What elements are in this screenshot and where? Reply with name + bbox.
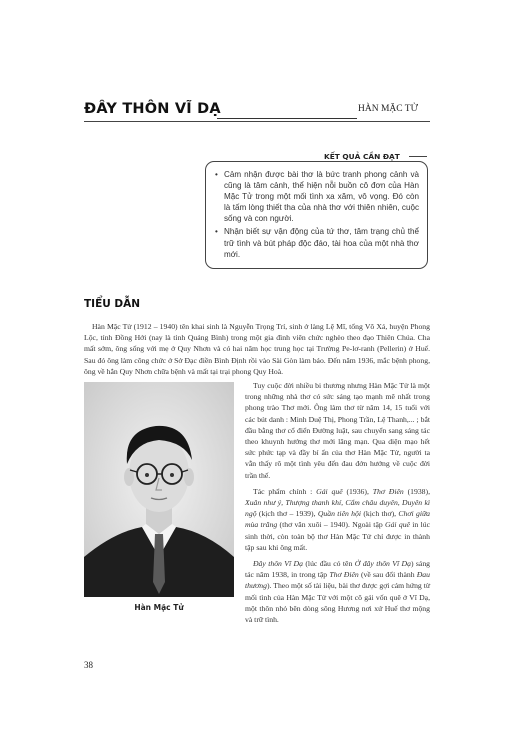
lesson-title: ĐÂY THÔN VĨ DẠ <box>84 101 221 117</box>
author-name: HÀN MẶC TỬ <box>358 104 418 114</box>
title-underline <box>217 118 357 119</box>
career-paragraph: Tuy cuộc đời nhiều bi thương nhưng Hàn Mặc Tử là một trong những nhà thơ có sức sáng tạo mạnh mẽ nhất trong phong trào Thơ mới. Ông làm thơ từ năm 14, 15 tuổi với các bút danh : Minh Duệ Thị, Phong Trần, Lệ Thanh,... ; bắt đầu bằng thơ cổ điển Đường luật, sau chuyển sang sáng tác theo khuynh hướng thơ mới lãng mạn. Qua diện mạo hết sức phức tạp và đầy bí ẩn của thơ Hàn Mặc Tử, người ta vẫn thấy rõ một tình yêu đến đau đớn hướng về cuộc đời trần thế. <box>245 381 430 480</box>
right-column <box>245 380 430 630</box>
intro-text: Hàn Mặc Tử (1912 – 1940) tên khai sinh là Nguyễn Trọng Trí, sinh ở làng Lệ Mĩ, tổng Võ Xá, huyện Phong Lộc, tỉnh Đồng Hới (nay là tỉnh Quảng Bình) trong một gia đình viên chức nghèo theo đạo Thiên Chúa. Cha mất sớm, ông sống với mẹ ở Quy Nhơn và có hai năm học trung học tại Trường Pe-lơ-ranh (Pellerin) ở Huế. Sau đó ông làm công chức ở Sở Đạc điền Bình Định rồi vào Sài Gòn làm báo. Đến năm 1936, mắc bệnh phong, ông về hẳn Quy Nhơn chữa bệnh và mất tại trại phong Quy Hoà. <box>84 322 430 376</box>
section-heading: TIỂU DẪN <box>84 298 141 310</box>
outcome-item <box>215 169 419 224</box>
outcomes-list <box>215 169 419 262</box>
page-number: 38 <box>84 660 93 670</box>
outcome-text: Cảm nhận được bài thơ là bức tranh phong cảnh và cũng là tâm cảnh, thể hiện nỗi buồn cô đơn của Hàn Mặc Tử trong một mối tình xa xăm, vô vọng. Đó còn là tấm lòng thiết tha của nhà thơ với thiên nhiên, cuộc sống và con người. <box>224 170 419 224</box>
works-paragraph: Tác phẩm chính : Gái quê (1936), Thơ Điên (1938), Xuân như ý, Thượng thanh khí, Cẩm châu duyên, Duyên kì ngộ (kịch thơ – 1939), Quần tiên hội (kịch thơ), Chơi giữa mùa trăng (thơ văn xuôi – 1940). Ngoài tập Gái quê in lúc sinh thời, còn toàn bộ thơ Hàn Mặc Tử chỉ được in thành tập sau khi ông mất. <box>245 486 431 552</box>
bullet-icon: • <box>215 227 218 237</box>
outcome-text: Nhận biết sự vận động của tứ thơ, tâm trạng chủ thể trữ tình và bút pháp độc đáo, tài hoa của một nhà thơ mới. <box>224 227 419 259</box>
bullet-icon: • <box>215 170 218 179</box>
author-portrait <box>84 382 234 597</box>
outcomes-title-dash <box>409 156 427 157</box>
poem-origin-paragraph: Đây thôn Vĩ Dạ (lúc đầu có tên Ở đây thôn Vĩ Dạ) sáng tác năm 1938, in trong tập Thơ Điên (về sau đổi thành Đau thương). Theo một số tài liệu, bài thơ được gợi cảm hứng từ mối tình của Hàn Mặc Tử với một cô gái vốn quê ở Vĩ Dạ, một thôn nhỏ bên dòng sông Hương nơi xứ Huế thơ mộng và trữ tình. <box>245 559 431 625</box>
photo-caption: Hàn Mặc Tử <box>134 603 184 612</box>
header-rule <box>84 121 430 122</box>
intro-paragraph <box>84 321 430 377</box>
outcome-item <box>215 226 419 259</box>
portrait-image <box>84 382 234 597</box>
outcomes-title: KẾT QUẢ CẦN ĐẠT <box>320 152 404 161</box>
